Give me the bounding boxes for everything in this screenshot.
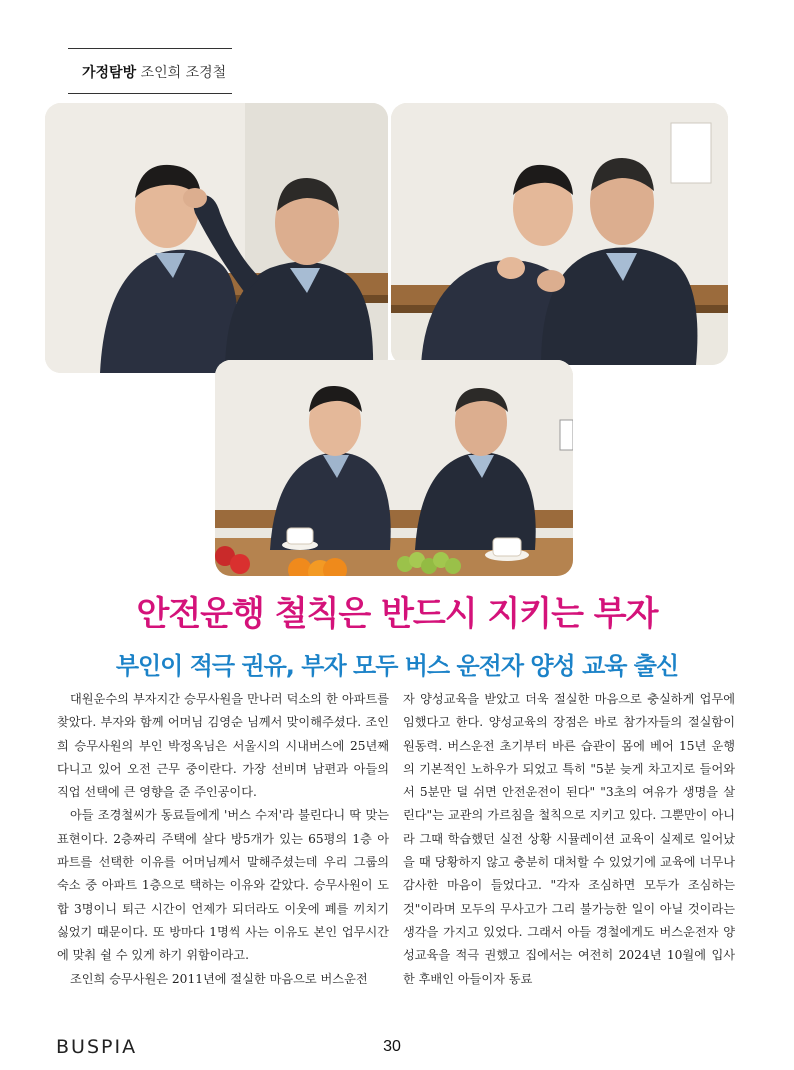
headline: 안전운행 철칙은 반드시 지키는 부자 [136, 594, 658, 634]
page-number: 30 [383, 1038, 401, 1055]
section-category: 가정탐방 [82, 65, 137, 81]
magazine-logo: BUSPIA [56, 1036, 138, 1058]
section-label [82, 62, 226, 82]
article-paragraph: 조인희 승무사원은 2011년에 절실한 마음으로 버스운전 [70, 971, 368, 986]
photo-father-son-2 [391, 103, 728, 365]
photo-father-son-1 [45, 103, 388, 373]
header-rule-bottom [68, 93, 232, 94]
section-header [68, 48, 232, 94]
article-paragraph: 자 양성교육을 받았고 더욱 절실한 마음으로 충실하게 업무에 임했다고 한다. 양성교육의 장점은 바로 참가자들의 절실함이 원동력. 버스운전 초기부터 바른 습관이 몸에 베어 15년 운행의 기본적인 노하우가 되었고 특히 "5분 늦게 차고지로 들어와서 5분만 덜 쉬면 안전운전이 된다" "3초의 여유가 생명을 살린다"는 교관의 가르침을 철칙으로 지키고 있다. 그뿐만이 아니라 그때 학습했던 실전 상황 시뮬레이션 교육이 실제로 일어났을 때 당황하지 않고 충분히 대처할 수 있었기에 교육에 너무나 감사한 마음이 들었다고. "각자 조심하면 모두가 조심하는 것"이라며 모두의 무사고가 그리 불가능한 일이 아닐 것이라는 생각을 가지고 있었다. 그래서 아들 경철에게도 버스운전자 양성교육을 적극 권했고 집에서는 여전히 2024년 10월에 입사한 후배인 아들이자 동료 [403, 692, 735, 986]
section-names: 조인희 조경철 [140, 65, 227, 81]
article-column-right [403, 688, 735, 991]
photo-father-son-3 [215, 360, 573, 576]
article-column-left [57, 688, 389, 991]
article-paragraph: 아들 조경철씨가 동료들에게 '버스 수저'라 불린다니 딱 맞는 표현이다. 2층짜리 주택에 살다 방5개가 있는 65평의 1층 아파트를 선택한 이유를 어머님께서 말해주셨는데 우리 그룹의 숙소 중 아파트 1층으로 택하는 이유와 같았다. 승무사원이 도합 3명이니 퇴근 시간이 언제가 되더라도 이웃에 폐를 끼치기 싫었기 때문이다. 또 방마다 1명씩 사는 이유도 본인 업무시간에 맞춰 쉴 수 있게 하기 위함이라고. [57, 808, 389, 963]
article-paragraph: 대원운수의 부자지간 승무사원을 만나러 덕소의 한 아파트를 찾았다. 부자와 함께 어머님 김영순 님께서 맞이해주셨다. 조인희 승무사원의 부인 박정옥님은 서울시의 시내버스에 25년째 다니고 있어 오전 근무 중이란다. 가장 선비며 남편과 아들의 직업 선택에 큰 영향을 준 주인공이다. [57, 692, 389, 800]
header-rule-top [68, 48, 232, 49]
subheadline: 부인이 적극 권유, 부자 모두 버스 운전자 양성 교육 출신 [115, 652, 679, 680]
